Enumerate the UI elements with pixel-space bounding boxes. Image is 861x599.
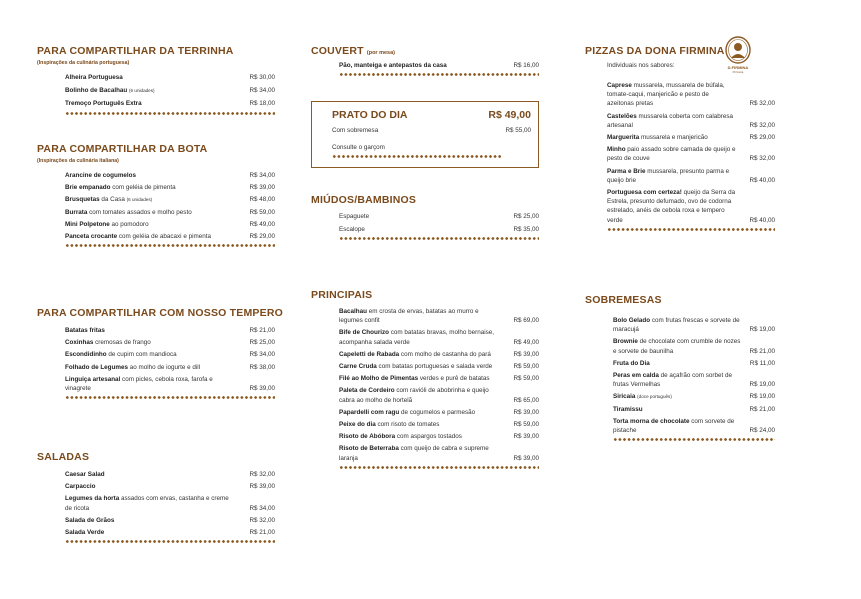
menu-item-text: mussarela e manjericão [639,134,708,142]
menu-item-name: Portuguesa com certeza! [607,189,682,197]
menu-item-price: R$ 35,00 [513,226,539,234]
menu-item-name: Bacalhau [339,308,367,315]
menu-item-text: com queijo de cabra e supreme laranja [339,445,489,462]
menu-item-name: Torta morna de chocolate [613,417,690,425]
menu-item [65,73,275,82]
menu-item-desc [339,350,491,359]
menu-item-desc [65,73,123,82]
menu-item [607,133,775,142]
menu-item-name: Coxinhas [65,339,94,347]
menu-item [65,232,275,241]
menu-item-text: com aspargos tostados [395,433,462,441]
menu-item [65,99,275,108]
menu-item-price: R$ 21,00 [249,327,275,334]
menu-item-desc [339,307,504,325]
logo-subtext: Pizzaria [732,70,744,74]
menu-item-desc [339,408,475,417]
menu-item [65,183,275,192]
menu-item-desc [65,99,142,108]
pizzas-subtitle: Individuais nos sabores: [607,62,675,69]
menu-item-text: queijo da Serra da Estrela, presunto defumado, ovo de codorna estrelado, anéis de cebola roxa e tempero verde [607,189,736,224]
menu-item-text: da Casa [99,196,127,204]
menu-item-name: Peixe do dia [339,421,376,429]
prato-do-dia-price: R$ 49,00 [488,109,531,121]
menu-item-desc [339,212,369,221]
menu-item [65,208,275,217]
saladas-divider [65,539,275,544]
menu-item-desc [65,350,177,359]
menu-item-price: R$ 16,00 [513,62,539,69]
miudos-items [311,212,539,241]
menu-item [65,528,275,537]
menu-item-name: Parma e Brie [607,167,646,175]
menu-item-name: Carne Cruda [339,363,377,371]
menu-item-text: com batatas bravas, molho bernaise, acompanha salada verde [339,329,495,346]
menu-item-desc [65,470,105,479]
menu-item-name: Brownie [613,338,638,346]
menu-item-name: Folhado de Legumes [65,363,128,371]
tempero-items [37,326,275,400]
prato-do-dia-note [332,143,531,152]
principais-divider [339,465,539,470]
saladas-title-text: SALADAS [37,451,90,463]
menu-item-desc [613,316,743,334]
menu-item-price: R$ 21,00 [749,405,775,413]
principais-title [311,289,539,301]
menu-item-name: Tiramissu [613,405,643,413]
menu-item-price: R$ 49,00 [513,338,539,346]
menu-item-desc [607,112,737,130]
menu-item-price: R$ 65,00 [513,396,539,404]
menu-item-price: R$ 32,00 [249,471,275,478]
menu-item [65,338,275,347]
prato-do-dia-note-text: Consulte o garçom [332,144,385,152]
tempero-title-text: PARA COMPARTILHAR COM NOSSO TEMPERO [37,307,283,319]
menu-item-text: com tomates assados e molho pesto [87,208,192,216]
menu-item-price: R$ 38,00 [249,363,275,371]
couvert-title [311,45,539,57]
menu-item-price: R$ 59,00 [513,375,539,383]
menu-item-desc [613,371,743,389]
pizzas-divider [607,227,775,232]
menu-item-price: R$ 19,00 [749,393,775,401]
bota-title [37,143,275,155]
menu-item-name: Bolinho de Bacalhau [65,87,128,95]
menu-item [613,417,775,435]
menu-item-price: R$ 18,00 [249,100,275,108]
menu-item-name: Tremoço Português Extra [65,100,142,108]
couvert-title-text: COUVERT [311,45,364,57]
couvert-title-note: (por mesa) [366,50,395,56]
menu-item-name: Salada Verde [65,529,105,537]
menu-item-price: R$ 30,00 [249,74,275,81]
prato-do-dia-box [311,101,539,168]
menu-item [339,362,539,371]
menu-item-price: R$ 11,00 [749,359,775,367]
prato-do-dia-title: PRATO DO DIA [332,109,408,121]
menu-item-price: R$ 59,00 [513,421,539,429]
menu-item-name: Brie empanado [65,184,111,192]
menu-item-price: R$ 32,00 [249,516,275,524]
menu-item-price: R$ 39,00 [249,385,275,393]
menu-item [65,350,275,359]
menu-item [339,386,539,404]
menu-item [607,112,775,130]
menu-item-desc [339,432,462,441]
menu-item-text: com picles, cebola roxa, farofa e vinagrete [65,375,213,393]
menu-item-name: Batatas fritas [65,327,105,334]
tempero-divider [65,395,275,400]
menu-item [613,316,775,334]
pizzas-title-text: PIZZAS DA DONA FIRMINA [585,45,725,57]
prato-do-dia-desc: Com sobremesa [332,127,379,134]
menu-item-desc [65,171,136,180]
menu-item-text: de cogumelos e parmesão [399,408,476,416]
menu-item-name: Salada de Grãos [65,516,115,524]
menu-item [607,188,775,225]
menu-item-desc [65,326,105,335]
menu-item-desc [339,61,447,70]
menu-item-desc [65,220,149,229]
menu-item-price: R$ 34,00 [249,351,275,359]
menu-item-text: com geléia de abacaxi e pimenta [117,233,211,241]
menu-item-name: Linguiça artesanal [65,375,121,383]
menu-item-name: Brusquetas [65,196,100,204]
menu-item-name: Mini Polpetone [65,220,110,228]
menu-item-name: Alheira Portuguesa [65,74,123,81]
menu-item-text: com geléia de pimenta [110,184,176,192]
menu-item [613,337,775,355]
menu-item-desc [65,516,114,525]
menu-item-name: Paleta de Cordeiro [339,387,395,395]
terrinha-subtitle: (Inspirações da culinária portuguesa) [37,60,130,66]
menu-item-price: R$ 39,00 [249,184,275,192]
menu-item [339,225,539,234]
menu-item-name: Pão, manteiga e antepastos da casa [339,62,447,69]
menu-item-desc [339,328,504,346]
menu-item-note: (doce português) [637,394,672,400]
menu-item-desc [65,183,176,192]
section-tempero [37,307,283,400]
menu-item-desc [607,145,737,163]
menu-item-text: com risoto de tomates [375,421,440,429]
bota-items [37,171,275,248]
section-sobremesas [585,294,775,442]
menu-item-price: R$ 25,00 [249,339,275,347]
menu-item-name: Siricaia [613,393,636,401]
prato-do-dia-header [332,109,531,121]
bota-subtitle: (Inspirações da culinária italiana) [37,158,119,164]
menu-item [607,145,775,163]
menu-item [65,375,275,393]
menu-item-name: Peras em calda [613,372,659,380]
menu-item-text: verdes e purê de batatas [418,375,490,383]
terrinha-items [37,73,275,116]
menu-item-price: R$ 48,00 [249,196,275,204]
menu-item-desc [613,359,650,368]
menu-item-desc [613,417,743,435]
menu-item-text: com sorvete de pistache [613,417,735,435]
menu-item-name: Burrata [65,208,88,216]
menu-item [607,167,775,185]
menu-item-desc [65,482,95,491]
menu-item [339,328,539,346]
menu-item-text: em crosta de ervas, batatas ao murro e legumes confit [339,308,479,325]
menu-item [339,350,539,359]
menu-item-price: R$ 40,00 [749,216,775,224]
logo-text: D.FIRMINA [727,65,749,70]
menu-item [339,212,539,221]
menu-item [65,171,275,180]
menu-item [65,326,275,335]
menu-item-price: R$ 32,00 [749,155,775,163]
menu-item-name: Castelões [607,112,637,120]
menu-item-desc [65,86,155,95]
menu-item-price: R$ 34,00 [249,172,275,179]
menu-item-text: de cupim com mandioca [106,351,177,359]
menu-item-price: R$ 39,00 [513,433,539,441]
menu-item-price: R$ 19,00 [749,381,775,389]
menu-item-price: R$ 32,00 [749,100,775,108]
section-bota [37,143,275,248]
menu-item [613,371,775,389]
principais-title-text: PRINCIPAIS [311,289,373,301]
menu-item-desc [607,188,737,225]
prato-do-dia-divider [332,154,502,159]
section-couvert [311,45,539,77]
menu-item [65,86,275,95]
pizzas-items [585,81,775,232]
menu-item [339,307,539,325]
menu-item-text: de açafrão com sorbet de frutas Vermelhas [613,372,733,389]
menu-item-desc [613,392,672,401]
menu-item-desc [65,208,192,217]
menu-item-desc [65,232,211,241]
bota-title-text: PARA COMPARTILHAR DA BOTA [37,143,208,155]
menu-item-desc [339,362,492,371]
menu-item-name: Fruta do Dia [613,359,650,367]
menu-item [613,392,775,401]
couvert-items [311,61,539,77]
menu-item-name: Bolo Gelado [613,317,651,324]
menu-item-desc [65,528,104,537]
miudos-divider [339,236,539,241]
menu-item-desc [607,81,737,109]
menu-item-price: R$ 34,00 [249,504,275,512]
menu-item-text: mussarela coberta com calabresa artesanal [607,112,734,129]
dona-firmina-logo [723,36,753,76]
menu-item [65,220,275,229]
section-miudos [311,194,539,241]
menu-item-text: mussarela, presunto parma e queijo brie [607,167,730,184]
menu-item-desc [607,133,708,142]
sobremesas-divider [613,437,775,442]
menu-item-price: R$ 39,00 [249,483,275,491]
menu-item-price: R$ 19,00 [749,326,775,334]
menu-item-price: R$ 59,00 [249,208,275,216]
miudos-title-text: MIÚDOS/BAMBINOS [311,194,417,206]
menu-item-desc [613,337,743,355]
menu-item-text: de chocolate com crumble de nozes e sorvete de baunilha [613,338,741,355]
menu-item-desc [65,363,200,372]
menu-item-desc [65,338,151,347]
menu-item-name: Risoto de Beterraba [339,445,399,453]
section-saladas [37,451,275,544]
menu-item-price: R$ 25,00 [513,213,539,220]
menu-item-name: Carpaccio [65,483,96,491]
terrinha-divider [65,111,275,116]
principais-items [311,307,539,470]
menu-item-name: Bife de Chourizo [339,329,390,337]
menu-item-text: paio assado sobre camada de queijo e pesto de couve [607,146,736,163]
menu-item-price: R$ 49,00 [249,220,275,228]
menu-item-desc [339,374,490,383]
menu-item-desc [65,195,152,204]
menu-item-price: R$ 29,00 [249,233,275,241]
couvert-divider [339,72,539,77]
saladas-items [37,470,275,544]
menu-item [613,405,775,414]
sobremesas-title-text: SOBREMESAS [585,294,662,306]
menu-item-text: com frutas frescas e sorvete de maracujá [613,317,740,334]
prato-do-dia-item-price: R$ 55,00 [505,127,531,134]
menu-item-name: Caesar Salad [65,471,105,478]
menu-item-desc [339,420,439,429]
terrinha-title-text: PARA COMPARTILHAR DA TERRINHA [37,45,234,57]
menu-item [339,374,539,383]
menu-item-name: Capeletti de Rabada [339,350,400,358]
menu-item-note: (6 unidades) [126,197,153,203]
bota-divider [65,243,275,248]
terrinha-title [37,45,275,57]
sobremesas-items [585,316,775,442]
menu-item [339,408,539,417]
menu-item-name: Marguerita [607,134,640,142]
menu-item-text: Escalope [339,226,365,234]
menu-item [613,359,775,368]
menu-item-desc [613,405,643,414]
menu-item-desc [65,494,233,512]
menu-item [339,420,539,429]
menu-item [339,432,539,441]
menu-item-name: Risoto de Abóbora [339,433,396,441]
menu-item-name: Escondidinho [65,351,107,359]
menu-item [339,444,539,462]
menu-item-price: R$ 34,00 [249,87,275,95]
menu-item-price: R$ 21,00 [749,347,775,355]
menu-item-name: Minho [607,146,626,154]
menu-item-desc [65,375,233,393]
menu-item-name: Legumes da horta [65,495,120,503]
menu-item-name: Arancine de cogumelos [65,172,137,179]
menu-item-text: com molho de castanha do pará [399,350,491,358]
section-terrinha [37,45,275,116]
menu-item [65,482,275,491]
menu-item-price: R$ 69,00 [513,317,539,325]
menu-item-text: Espaguete [339,213,370,220]
menu-item-desc [339,386,504,404]
menu-item-desc [607,167,737,185]
menu-item-price: R$ 39,00 [513,454,539,462]
menu-item-price: R$ 39,00 [513,350,539,358]
menu-item-desc [339,444,504,462]
sobremesas-title [585,294,775,306]
menu-item-name: Papardelli com ragu [339,408,400,416]
menu-item-price: R$ 21,00 [249,529,275,537]
menu-item-desc [339,225,365,234]
tempero-title [37,307,283,319]
menu-item-text: com batatas portuguesas e salada verde [376,363,493,371]
menu-item-price: R$ 32,00 [749,121,775,129]
prato-do-dia-item [332,126,531,135]
menu-item-text: cremosas de frango [93,339,151,347]
menu-item-text: assados com ervas, castanha e creme de ricota [65,495,229,512]
menu-item-text: mussarela, mussarela de búfala, tomate-caqui, manjericão e pesto de azeitonas pretas [607,82,725,108]
menu-item [607,81,775,109]
menu-item [65,195,275,204]
menu-item-name: Filé ao Molho de Pimentas [339,375,419,383]
menu-item-name: Panceta crocante [65,233,118,241]
menu-item-text: ao pomodoro [109,220,149,228]
menu-item-price: R$ 29,00 [749,134,775,142]
menu-item [65,470,275,479]
menu-item-price: R$ 40,00 [749,176,775,184]
menu-item [65,516,275,525]
menu-item [65,494,275,512]
saladas-title [37,451,275,463]
menu-item-name: Caprese [607,82,632,89]
menu-item-note: (6 unidades) [129,88,155,94]
menu-item [65,363,275,372]
menu-item-text: com ravióli de abobrinha e queijo cabra ao molho de hortelã [339,387,489,404]
menu-item-price: R$ 39,00 [513,408,539,416]
miudos-title [311,194,539,206]
menu-item [339,61,539,70]
menu-item-text: ao molho de iogurte e dill [127,363,201,371]
menu-item-price: R$ 59,00 [513,363,539,371]
section-principais [311,289,539,470]
menu-item-price: R$ 24,00 [749,427,775,435]
